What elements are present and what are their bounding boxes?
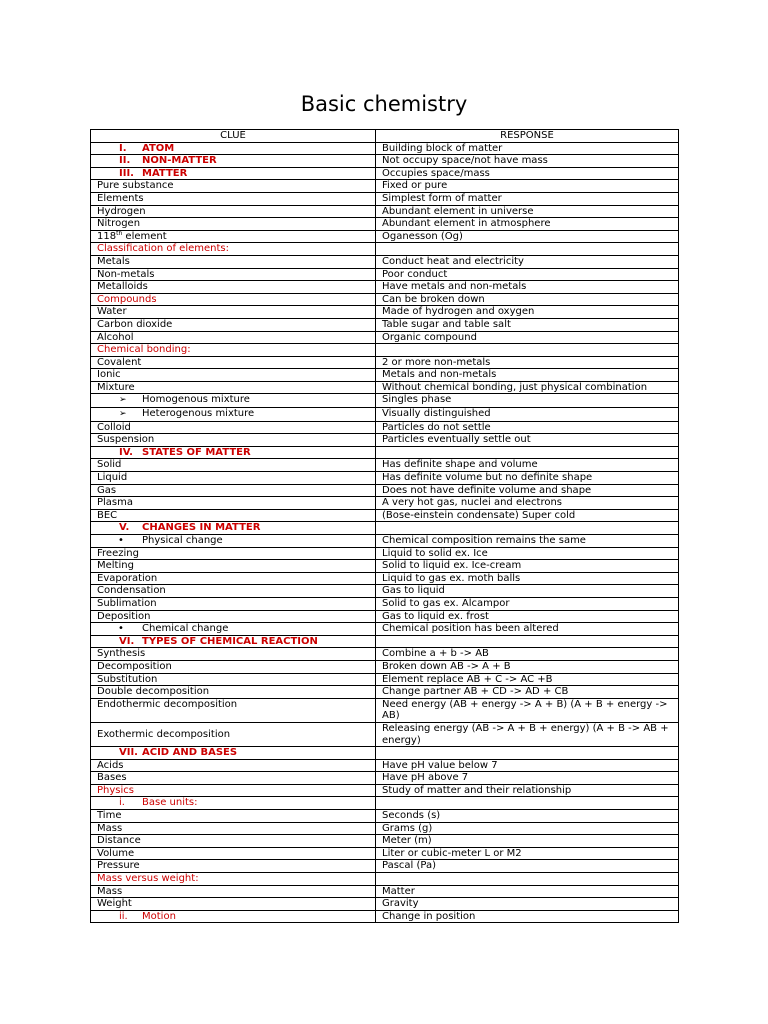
response-cell: Gravity: [376, 898, 679, 911]
response-cell: Liter or cubic-meter L or M2: [376, 847, 679, 860]
response-cell: Chemical position has been altered: [376, 623, 679, 636]
response-cell: Made of hydrogen and oxygen: [376, 306, 679, 319]
table-row: [91, 434, 679, 447]
clue-cell: Nitrogen: [91, 218, 376, 231]
response-cell: Gas to liquid ex. frost: [376, 610, 679, 623]
table-row: [91, 318, 679, 331]
table-row: [91, 281, 679, 294]
response-cell: Pascal (Pa): [376, 860, 679, 873]
table-row: [91, 698, 679, 722]
response-cell: Singles phase: [376, 394, 679, 408]
response-cell: Seconds (s): [376, 810, 679, 823]
clue-cell: Covalent: [91, 356, 376, 369]
clue-cell: Exothermic decomposition: [91, 722, 376, 746]
clue-cell: Metals: [91, 255, 376, 268]
clue-cell: Bases: [91, 772, 376, 785]
clue-cell: Pure substance: [91, 180, 376, 193]
table-row: [91, 472, 679, 485]
response-cell: Abundant element in atmosphere: [376, 218, 679, 231]
clue-cell: Condensation: [91, 585, 376, 598]
response-cell: Chemical composition remains the same: [376, 535, 679, 548]
clue-cell: Weight: [91, 898, 376, 911]
clue-cell: VI. TYPES OF CHEMICAL REACTION: [91, 635, 376, 648]
table-header-row: [91, 130, 679, 143]
response-header: RESPONSE: [376, 130, 679, 143]
response-cell: Has definite shape and volume: [376, 459, 679, 472]
clue-cell: Acids: [91, 759, 376, 772]
clue-cell: Mass: [91, 822, 376, 835]
response-cell: Grams (g): [376, 822, 679, 835]
table-row: [91, 218, 679, 231]
response-cell: [376, 243, 679, 256]
table-row: [91, 535, 679, 548]
roman-numeral: ii.: [119, 910, 128, 922]
response-cell: (Bose-einstein condensate) Super cold: [376, 509, 679, 522]
clue-cell: ➢ Homogenous mixture: [91, 394, 376, 408]
clue-cell: Plasma: [91, 497, 376, 510]
clue-cell: Carbon dioxide: [91, 318, 376, 331]
arrow-bullet-icon: ➢: [119, 409, 127, 420]
clue-response-table: [90, 129, 679, 923]
response-cell: Solid to gas ex. Alcampor: [376, 597, 679, 610]
response-cell: Poor conduct: [376, 268, 679, 281]
table-row: [91, 167, 679, 180]
table-row: [91, 356, 679, 369]
response-cell: Visually distinguished: [376, 408, 679, 422]
clue-cell: VII. ACID AND BASES: [91, 747, 376, 760]
table-row: [91, 610, 679, 623]
roman-numeral: III.: [119, 167, 134, 179]
table-row: [91, 860, 679, 873]
clue-cell: Distance: [91, 835, 376, 848]
table-row: [91, 759, 679, 772]
table-row: [91, 747, 679, 760]
clue-cell: Alcohol: [91, 331, 376, 344]
clue-cell: • Physical change: [91, 535, 376, 548]
clue-cell: Time: [91, 810, 376, 823]
response-cell: Combine a + b -> AB: [376, 648, 679, 661]
clue-cell: Double decomposition: [91, 686, 376, 699]
clue-cell: Gas: [91, 484, 376, 497]
clue-cell: Endothermic decomposition: [91, 698, 376, 722]
table-row: [91, 623, 679, 636]
response-cell: Metals and non-metals: [376, 369, 679, 382]
response-cell: [376, 873, 679, 886]
response-cell: Particles do not settle: [376, 421, 679, 434]
table-row: [91, 560, 679, 573]
clue-cell: Synthesis: [91, 648, 376, 661]
table-row: [91, 572, 679, 585]
table-row: [91, 497, 679, 510]
table-row: [91, 635, 679, 648]
response-cell: Not occupy space/not have mass: [376, 155, 679, 168]
clue-cell: Elements: [91, 192, 376, 205]
response-cell: Without chemical bonding, just physical combination: [376, 381, 679, 394]
clue-cell: III. MATTER: [91, 167, 376, 180]
table-row: [91, 509, 679, 522]
table-row: [91, 344, 679, 357]
clue-cell: Metalloids: [91, 281, 376, 294]
clue-cell: Mass: [91, 885, 376, 898]
response-cell: Does not have definite volume and shape: [376, 484, 679, 497]
table-row: [91, 230, 679, 243]
table-row: [91, 772, 679, 785]
section-heading: Compounds: [91, 293, 376, 306]
table-row: [91, 331, 679, 344]
response-cell: Conduct heat and electricity: [376, 255, 679, 268]
response-cell: 2 or more non-metals: [376, 356, 679, 369]
clue-cell: 118th element: [91, 230, 376, 243]
roman-numeral: V.: [119, 522, 130, 534]
table-row: [91, 660, 679, 673]
response-cell: Element replace AB + C -> AC +B: [376, 673, 679, 686]
clue-cell: Freezing: [91, 547, 376, 560]
table-row: [91, 822, 679, 835]
clue-cell: Pressure: [91, 860, 376, 873]
section-heading: Mass versus weight:: [91, 873, 376, 886]
table-row: [91, 910, 679, 923]
response-cell: Can be broken down: [376, 293, 679, 306]
table-row: [91, 673, 679, 686]
response-cell: Have pH value below 7: [376, 759, 679, 772]
response-cell: Abundant element in universe: [376, 205, 679, 218]
clue-cell: ➢ Heterogenous mixture: [91, 408, 376, 422]
response-cell: Simplest form of matter: [376, 192, 679, 205]
table-row: [91, 722, 679, 746]
table-row: [91, 797, 679, 810]
response-cell: Matter: [376, 885, 679, 898]
table-row: [91, 835, 679, 848]
response-cell: Liquid to gas ex. moth balls: [376, 572, 679, 585]
roman-numeral: I.: [119, 142, 127, 154]
clue-cell: Volume: [91, 847, 376, 860]
table-row: [91, 784, 679, 797]
clue-cell: Colloid: [91, 421, 376, 434]
clue-cell: ii. Motion: [91, 910, 376, 923]
table-row: [91, 547, 679, 560]
response-cell: [376, 747, 679, 760]
clue-cell: Solid: [91, 459, 376, 472]
clue-cell: I. ATOM: [91, 142, 376, 155]
table-row: [91, 142, 679, 155]
roman-numeral: II.: [119, 155, 131, 167]
table-row: [91, 293, 679, 306]
response-cell: Solid to liquid ex. Ice-cream: [376, 560, 679, 573]
response-cell: Organic compound: [376, 331, 679, 344]
table-row: [91, 686, 679, 699]
clue-cell: Non-metals: [91, 268, 376, 281]
clue-cell: Deposition: [91, 610, 376, 623]
clue-header: CLUE: [91, 130, 376, 143]
response-cell: Meter (m): [376, 835, 679, 848]
response-cell: Change in position: [376, 910, 679, 923]
table-row: [91, 155, 679, 168]
response-cell: Fixed or pure: [376, 180, 679, 193]
clue-cell: V. CHANGES IN MATTER: [91, 522, 376, 535]
clue-cell: BEC: [91, 509, 376, 522]
response-cell: Oganesson (Og): [376, 230, 679, 243]
table-row: [91, 421, 679, 434]
table-row: [91, 180, 679, 193]
table-row: [91, 522, 679, 535]
clue-cell: Suspension: [91, 434, 376, 447]
response-cell: Change partner AB + CD -> AD + CB: [376, 686, 679, 699]
table-row: [91, 484, 679, 497]
roman-numeral: VII.: [119, 747, 138, 759]
response-cell: Building block of matter: [376, 142, 679, 155]
table-row: [91, 408, 679, 422]
table-row: [91, 306, 679, 319]
response-cell: Have pH above 7: [376, 772, 679, 785]
table-row: [91, 369, 679, 382]
page-title: Basic chemistry: [300, 92, 468, 116]
response-cell: Table sugar and table salt: [376, 318, 679, 331]
roman-numeral: IV.: [119, 446, 133, 458]
section-heading: Physics: [91, 784, 376, 797]
response-cell: Study of matter and their relationship: [376, 784, 679, 797]
table-row: [91, 205, 679, 218]
table-row: [91, 585, 679, 598]
response-cell: [376, 635, 679, 648]
bullet-icon: •: [118, 535, 124, 546]
clue-cell: Ionic: [91, 369, 376, 382]
clue-cell: Melting: [91, 560, 376, 573]
response-cell: [376, 344, 679, 357]
table-row: [91, 243, 679, 256]
response-cell: A very hot gas, nuclei and electrons: [376, 497, 679, 510]
clue-cell: i. Base units:: [91, 797, 376, 810]
response-cell: Particles eventually settle out: [376, 434, 679, 447]
bullet-icon: •: [118, 623, 124, 635]
table-row: [91, 873, 679, 886]
table-row: [91, 847, 679, 860]
clue-cell: Evaporation: [91, 572, 376, 585]
clue-cell: Mixture: [91, 381, 376, 394]
response-cell: Need energy (AB + energy -> A + B) (A + B + energy -> AB): [376, 698, 679, 722]
response-cell: [376, 446, 679, 459]
table-row: [91, 394, 679, 408]
response-cell: Have metals and non-metals: [376, 281, 679, 294]
response-cell: [376, 797, 679, 810]
table-row: [91, 898, 679, 911]
arrow-bullet-icon: ➢: [119, 395, 127, 406]
response-cell: Releasing energy (AB -> A + B + energy) (A + B -> AB + energy): [376, 722, 679, 746]
clue-cell: Substitution: [91, 673, 376, 686]
table-row: [91, 446, 679, 459]
clue-cell: IV. STATES OF MATTER: [91, 446, 376, 459]
table-row: [91, 255, 679, 268]
clue-cell: Hydrogen: [91, 205, 376, 218]
response-cell: Occupies space/mass: [376, 167, 679, 180]
clue-cell: Sublimation: [91, 597, 376, 610]
clue-cell: Decomposition: [91, 660, 376, 673]
response-cell: Liquid to solid ex. Ice: [376, 547, 679, 560]
table-row: [91, 381, 679, 394]
response-cell: [376, 522, 679, 535]
section-heading: Classification of elements:: [91, 243, 376, 256]
table-row: [91, 648, 679, 661]
clue-cell: Liquid: [91, 472, 376, 485]
table-row: [91, 810, 679, 823]
roman-numeral: i.: [119, 797, 125, 809]
table-row: [91, 885, 679, 898]
roman-numeral: VI.: [119, 635, 135, 647]
section-heading: Chemical bonding:: [91, 344, 376, 357]
clue-cell: • Chemical change: [91, 623, 376, 636]
table-row: [91, 459, 679, 472]
table-row: [91, 192, 679, 205]
response-cell: Has definite volume but no definite shape: [376, 472, 679, 485]
clue-cell: II. NON-MATTER: [91, 155, 376, 168]
table-row: [91, 268, 679, 281]
table-row: [91, 597, 679, 610]
response-cell: Gas to liquid: [376, 585, 679, 598]
response-cell: Broken down AB -> A + B: [376, 660, 679, 673]
clue-cell: Water: [91, 306, 376, 319]
